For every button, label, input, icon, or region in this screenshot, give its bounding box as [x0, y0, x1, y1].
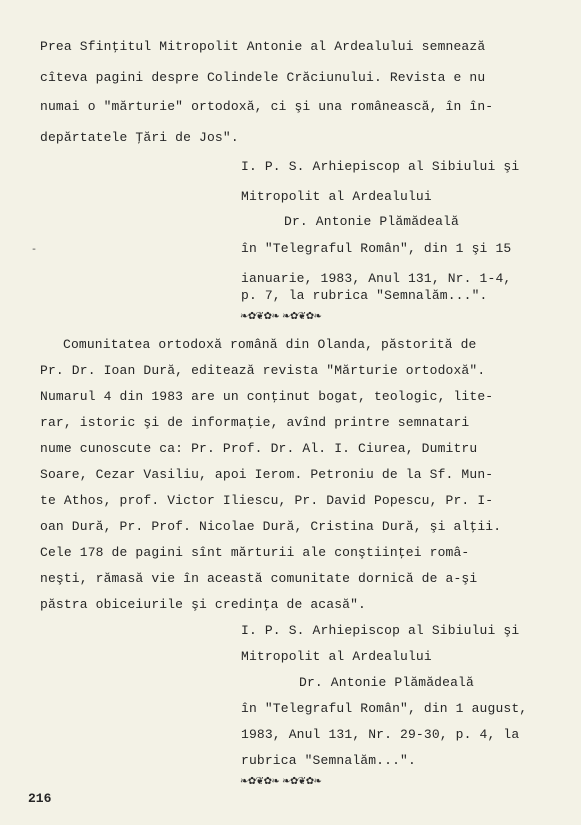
- stray-mark: -: [31, 245, 38, 256]
- signature-source-line: în "Telegraful Român", din 1 august,: [241, 701, 528, 716]
- signature-source-line: 1983, Anul 131, Nr. 29-30, p. 4, la: [241, 727, 520, 742]
- signature-title-line: I. P. S. Arhiepiscop al Sibiului şi: [241, 623, 520, 638]
- ornament-divider: ❧✿❦✿❧ ❧✿❦✿❧: [240, 311, 322, 322]
- intro-line: Prea Sfinţitul Mitropolit Antonie al Ardealului semnează: [40, 39, 486, 54]
- signature-title-line: Mitropolit al Ardealului: [241, 189, 432, 204]
- signature-title-line: I. P. S. Arhiepiscop al Sibiului şi: [241, 159, 520, 174]
- intro-line: cîteva pagini despre Colindele Crăciunului. Revista e nu: [40, 70, 486, 85]
- intro-line: numai o "mărturie" ortodoxă, ci şi una românească, în în-: [40, 99, 494, 114]
- signature-title-line: Mitropolit al Ardealului: [241, 649, 432, 664]
- article-line: Cele 178 de pagini sînt mărturii ale conştiinţei româ-: [40, 545, 470, 560]
- article-line: rar, istoric şi de informaţie, avînd printre semnatari: [40, 415, 470, 430]
- signature-source-line: ianuarie, 1983, Anul 131, Nr. 1-4,: [241, 271, 512, 286]
- article-line: Pr. Dr. Ioan Dură, editează revista "Mărturie ortodoxă".: [40, 363, 486, 378]
- page-number: 216: [28, 791, 52, 806]
- intro-line: depărtatele Ţări de Jos".: [40, 130, 239, 145]
- article-line: păstra obiceiurile şi credinţa de acasă".: [40, 597, 367, 612]
- article-line: Comunitatea ortodoxă română din Olanda, păstorită de: [63, 337, 477, 352]
- signature-source-line: în "Telegraful Român", din 1 şi 15: [241, 241, 512, 256]
- article-line: te Athos, prof. Victor Iliescu, Pr. David Popescu, Pr. I-: [40, 493, 494, 508]
- article-line: Soare, Cezar Vasiliu, apoi Ierom. Petroniu de la Sf. Mun-: [40, 467, 494, 482]
- article-line: neşti, rămasă vie în această comunitate dornică de a-şi: [40, 571, 478, 586]
- signature-source-line: rubrica "Semnalăm...".: [241, 753, 416, 768]
- signature-name-line: Dr. Antonie Plămădeală: [299, 675, 474, 690]
- ornament-divider: ❧✿❦✿❧ ❧✿❦✿❧: [240, 776, 322, 787]
- signature-source-line: p. 7, la rubrica "Semnalăm...".: [241, 288, 488, 303]
- article-line: oan Dură, Pr. Prof. Nicolae Dură, Cristina Dură, şi alţii.: [40, 519, 502, 534]
- signature-name-line: Dr. Antonie Plămădeală: [284, 214, 459, 229]
- article-line: Numarul 4 din 1983 are un conţinut bogat, teologic, lite-: [40, 389, 494, 404]
- article-line: nume cunoscute ca: Pr. Prof. Dr. Al. I. Ciurea, Dumitru: [40, 441, 478, 456]
